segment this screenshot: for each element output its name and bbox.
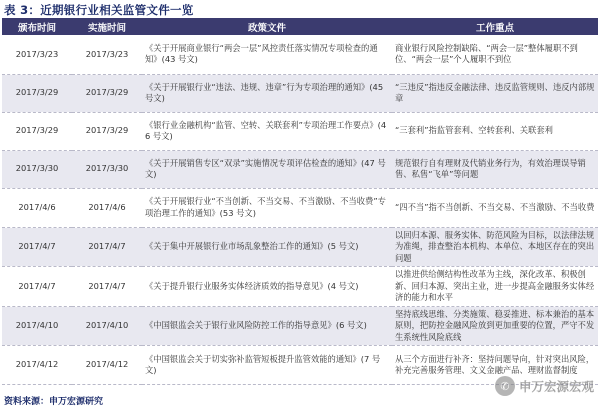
header-document: 政策文件 (142, 18, 392, 35)
policy-document: 《关于提升银行业服务实体经济质效的指导意见》(4 号文) (142, 267, 392, 307)
policy-document: 《关于开展销售专区“双录”实施情况专项评估检查的通知》(47 号文) (142, 150, 392, 188)
issued-date: 2017/4/6 (2, 188, 72, 227)
effective-date: 2017/3/29 (72, 112, 142, 150)
policy-document: 《中国银监会关于银行业风险防控工作的指导意见》(6 号文) (142, 306, 392, 346)
table-row (2, 74, 598, 112)
work-focus: 从三个方面进行补齐：坚持问题导向，针对突出风险，补充完善服务管理、文义金融产品、理财监督制度 (392, 346, 598, 385)
work-focus: 以推进供给侧结构性改革为主线，深化改革、积极创新、回归本源、突出主业，进一步提高金融服务实体经济的能力和水平 (392, 267, 598, 307)
watermark-text: 申万宏源宏观 (518, 379, 594, 394)
effective-date: 2017/4/7 (72, 267, 142, 307)
policy-document: 《关于开展银行业“不当创新、不当交易、不当激励、不当收费”专项治理工作的通知》(53 号文) (142, 188, 392, 227)
table-row (2, 346, 598, 385)
wechat-logo-icon: ✆ (495, 376, 515, 396)
table-row (2, 227, 598, 267)
table-row (2, 188, 598, 227)
table-caption: 表 3：近期银行业相关监管文件一览 (4, 3, 194, 17)
table-row (2, 112, 598, 150)
issued-date: 2017/4/7 (2, 227, 72, 267)
issued-date: 2017/4/12 (2, 346, 72, 385)
work-focus: “三套利”指监管套利、空转套利、关联套利 (392, 112, 598, 150)
table-row (2, 306, 598, 346)
effective-date: 2017/4/12 (72, 346, 142, 385)
table-header-row (2, 18, 598, 35)
table-row (2, 267, 598, 307)
policy-document: 《银行业金融机构“监管、空转、关联套利”专项治理工作要点》(46 号文) (142, 112, 392, 150)
regulation-table (2, 18, 598, 385)
header-issued: 颁布时间 (2, 18, 72, 35)
header-focus: 工作重点 (392, 18, 598, 35)
work-focus: 以回归本源、服务实体、防范风险为目标，以法律法规为准绳，排查整治本机构、本单位、本地区存在的突出问题 (392, 227, 598, 267)
issued-date: 2017/3/30 (2, 150, 72, 188)
policy-document: 《中国银监会关于切实弥补监管短板提升监管效能的通知》(7 号文) (142, 346, 392, 385)
effective-date: 2017/4/10 (72, 306, 142, 346)
effective-date: 2017/4/6 (72, 188, 142, 227)
effective-date: 2017/3/30 (72, 150, 142, 188)
work-focus: “三违反”指违反金融法律、违反监管规则、违反内部规章 (392, 74, 598, 112)
policy-document: 《关于开展银行业“违法、违规、违章”行为专项治理的通知》(45 号文) (142, 74, 392, 112)
source-note: 资料来源：申万宏源研究 (4, 397, 104, 407)
table-row (2, 35, 598, 74)
work-focus: 规范银行自有理财及代销业务行为，有效治理误导销售、私售“飞单”等问题 (392, 150, 598, 188)
effective-date: 2017/4/7 (72, 227, 142, 267)
issued-date: 2017/4/7 (2, 267, 72, 307)
issued-date: 2017/3/29 (2, 74, 72, 112)
policy-document: 《关于开展商业银行“两会一层”风控责任落实情况专项检查的通知》(43 号文) (142, 35, 392, 74)
work-focus: 商业银行风险控制缺陷、“两会一层”整体履职不到位、“两会一层”个人履职不到位 (392, 35, 598, 74)
issued-date: 2017/3/23 (2, 35, 72, 74)
effective-date: 2017/3/23 (72, 35, 142, 74)
work-focus: 坚持底线思维、分类施策、稳妥推进、标本兼治的基本原则，把防控金融风险放到更加重要的位置，严守不发生系统性风险底线 (392, 306, 598, 346)
work-focus: “四不当”指不当创新、不当交易、不当激励、不当收费 (392, 188, 598, 227)
header-effective: 实施时间 (72, 18, 142, 35)
effective-date: 2017/3/29 (72, 74, 142, 112)
issued-date: 2017/3/29 (2, 112, 72, 150)
policy-document: 《关于集中开展银行业市场乱象整治工作的通知》(5 号文) (142, 227, 392, 267)
table-row (2, 150, 598, 188)
issued-date: 2017/4/10 (2, 306, 72, 346)
